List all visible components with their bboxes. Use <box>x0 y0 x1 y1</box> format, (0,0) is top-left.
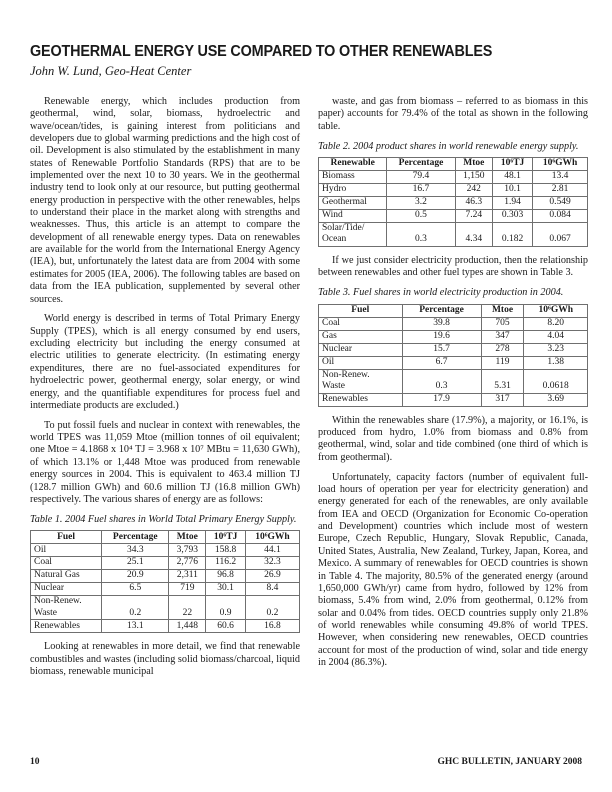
value-cell: 158.8 <box>206 544 246 557</box>
table-3-caption: Table 3. Fuel shares in world electricity production in 2004. <box>318 287 564 299</box>
value-cell: 32.3 <box>245 557 299 570</box>
value-cell: 48.1 <box>493 170 533 183</box>
value-cell: 46.3 <box>455 196 492 209</box>
value-cell: 16.8 <box>245 620 299 633</box>
value-cell: 0.5 <box>387 209 455 222</box>
column-header: Percentage <box>402 304 481 317</box>
value-cell: 0.3 <box>387 222 455 246</box>
value-cell: 2,776 <box>169 557 206 570</box>
value-cell: 4.04 <box>524 330 588 343</box>
table-row <box>319 222 588 246</box>
column-header: 10⁶GWh <box>524 304 588 317</box>
value-cell: 8.4 <box>245 583 299 596</box>
value-cell: 96.8 <box>206 570 246 583</box>
value-cell: 44.1 <box>245 544 299 557</box>
value-cell: 0.3 <box>402 369 481 393</box>
table-row <box>31 620 300 633</box>
value-cell: 1.38 <box>524 356 588 369</box>
table-row <box>31 544 300 557</box>
value-cell: 1,150 <box>455 170 492 183</box>
value-cell: 3,793 <box>169 544 206 557</box>
table-row <box>31 570 300 583</box>
value-cell: 13.1 <box>102 620 169 633</box>
value-cell: 25.1 <box>102 557 169 570</box>
column-header: 10⁶GWh <box>245 531 299 544</box>
value-cell: 3.23 <box>524 343 588 356</box>
value-cell: 7.24 <box>455 209 492 222</box>
row-label-cell: Oil <box>31 544 102 557</box>
article-title: GEOTHERMAL ENERGY USE COMPARED TO OTHER RENEWABLES <box>30 43 493 60</box>
table-row <box>319 356 588 369</box>
value-cell: 2.81 <box>533 183 588 196</box>
value-cell: 6.5 <box>102 583 169 596</box>
paragraph: waste, and gas from biomass – referred to as biomass in this paper) accounts for 79.4% of the total as shown in the following table. <box>318 96 588 132</box>
value-cell: 0.303 <box>493 209 533 222</box>
value-cell: 20.9 <box>102 570 169 583</box>
table-row <box>319 330 588 343</box>
value-cell: 2,311 <box>169 570 206 583</box>
column-header: Mtoe <box>455 157 492 170</box>
value-cell: 8.20 <box>524 317 588 330</box>
paragraph: Renewable energy, which includes production from geothermal, wind, solar, biomass, hydroelectric and wave/ocean/tides, is gaining interest from politicians and developers due to global warming predictions and the high cost of oil. Development is also stimulated by the establishment in many states of Renewable Portfolio Standards (RPS) that are to be implemented over the next 10 to 30 years. We in the geothermal industry tend to look only at our resource, but putting geothermal energy production in perspective with the other renewables, helps to understand their place in the market along with strengths and weaknesses. Thus, this article is an attempt to compare the development of all renewable energy types. Data on renewables are available for the world from the International Energy Agency (IEA), but, unfortunately the latest data are from 2004 with some estimates for 2005 (IEA, 2006). The following tables are based on data from the IEA publication, supplemented by several other sources. <box>30 96 300 305</box>
value-cell: 16.7 <box>387 183 455 196</box>
row-label-cell: Renewables <box>31 620 102 633</box>
value-cell: 10.1 <box>493 183 533 196</box>
column-header: 10⁶TJ <box>206 531 246 544</box>
value-cell: 1.94 <box>493 196 533 209</box>
value-cell: 3.2 <box>387 196 455 209</box>
column-header: Percentage <box>387 157 455 170</box>
value-cell: 1,448 <box>169 620 206 633</box>
value-cell: 79.4 <box>387 170 455 183</box>
value-cell: 0.0618 <box>524 369 588 393</box>
column-header: Renewable <box>319 157 387 170</box>
value-cell: 6.7 <box>402 356 481 369</box>
table-2-caption: Table 2. 2004 product shares in world renewable energy supply. <box>318 140 579 152</box>
value-cell: 13.4 <box>533 170 588 183</box>
table-3-electricity-shares <box>318 304 588 407</box>
table-header-row <box>319 157 588 170</box>
column-header: Fuel <box>319 304 403 317</box>
table-row <box>31 557 300 570</box>
row-label-cell: Biomass <box>319 170 387 183</box>
value-cell: 34.3 <box>102 544 169 557</box>
column-header: Mtoe <box>169 531 206 544</box>
value-cell: 347 <box>481 330 524 343</box>
table-row <box>319 317 588 330</box>
table-2-renewable-shares <box>318 157 588 247</box>
publication-footer: GHC BULLETIN, JANUARY 2008 <box>437 757 582 767</box>
table-row <box>319 183 588 196</box>
value-cell: 0.182 <box>493 222 533 246</box>
table-1-fuel-shares-tpes <box>30 530 300 633</box>
table-row <box>319 369 588 393</box>
value-cell: 15.7 <box>402 343 481 356</box>
table-row <box>319 170 588 183</box>
right-column <box>318 96 588 677</box>
value-cell: 4.34 <box>455 222 492 246</box>
table-row <box>319 196 588 209</box>
row-label-cell: Natural Gas <box>31 570 102 583</box>
row-label-cell: Solar/Tide/ Ocean <box>319 222 387 246</box>
table-row <box>319 209 588 222</box>
value-cell: 5.31 <box>481 369 524 393</box>
value-cell: 278 <box>481 343 524 356</box>
paragraph: World energy is described in terms of Total Primary Energy Supply (TPES), which is all energy consumed by end users, excluding electricity but including the energy consumed at electric utilities to generate electricity. (In estimating energy expenditures, there are no fuel-associated expenditures for hydroelectric power, geothermal energy, solar energy, or wind energy, and the quantifiable expenditures for process fuel and intermediate products are excluded.) <box>30 313 300 411</box>
value-cell: 0.2 <box>102 596 169 620</box>
page-number: 10 <box>30 757 40 767</box>
value-cell: 0.2 <box>245 596 299 620</box>
row-label-cell: Wind <box>319 209 387 222</box>
row-label-cell: Coal <box>31 557 102 570</box>
value-cell: 0.084 <box>533 209 588 222</box>
value-cell: 719 <box>169 583 206 596</box>
value-cell: 19.6 <box>402 330 481 343</box>
table-1-caption: Table 1. 2004 Fuel shares in World Total Primary Energy Supply. <box>30 513 297 525</box>
row-label-cell: Oil <box>319 356 403 369</box>
value-cell: 317 <box>481 393 524 406</box>
row-label-cell: Geothermal <box>319 196 387 209</box>
paragraph: Unfortunately, capacity factors (number of equivalent full-load hours of operation per year for electricity generation) and energy generated for each of the renewables, are only available from IEA and OECD (Organization for Economic Co-operation and Development) countries which include most of western Europe, Czech Republic, Hungary, Slovak Republic, Canada, United States, Australia, New Zealand, Turkey, Japan, Korea, and Mexico. A summary of renewables for OECD countries is shown in Table 4. The majority, 80.5% of the generated energy (around 1,650,000 GWh/yr) came from hydro, followed by 12% from biomass, 5.4% from wind, 2.0% from geothermal, 0.12% from solar and 0.04% from tides. OECD countries supply only 21.8% of world renewables while consuming 49.8% of world TPES. However, when considering new renewables, OECD countries account for most of the production of wind, solar and tide energy in 2004 (86.3%). <box>318 471 588 668</box>
value-cell: 119 <box>481 356 524 369</box>
row-label-cell: Coal <box>319 317 403 330</box>
row-label-cell: Non-Renew. Waste <box>31 596 102 620</box>
article-byline: John W. Lund, Geo-Heat Center <box>30 64 192 78</box>
table-header-row <box>319 304 588 317</box>
table-row <box>31 583 300 596</box>
row-label-cell: Gas <box>319 330 403 343</box>
row-label-cell: Nuclear <box>319 343 403 356</box>
paragraph: Looking at renewables in more detail, we find that renewable combustibles and wastes (including solid biomass/charcoal, liquid biomass, renewable municipal <box>30 641 300 677</box>
value-cell: 242 <box>455 183 492 196</box>
value-cell: 30.1 <box>206 583 246 596</box>
paragraph: To put fossil fuels and nuclear in context with renewables, the world TPES was 11,059 Mtoe (million tonnes of oil equivalent; one Mtoe = 4.1868 x 10⁴ TJ = 3.968 x 10⁷ MBtu = 11,630 GWh), of which 13.1% or 1,448 Mtoe was produced from renewable energy sources in 2004. This is equivalent to 463.4 million TJ (128.7 million GWh) and 60.6 million TJ (16.8 million GWh) respectively. The various shares of energy are as follows: <box>30 419 300 505</box>
column-header: Fuel <box>31 531 102 544</box>
row-label-cell: Renewables <box>319 393 403 406</box>
paragraph: If we just consider electricity production, then the relationship between renewables and other fuel types are shown in Table 3. <box>318 255 588 279</box>
column-header: 10⁶GWh <box>533 157 588 170</box>
paragraph: Within the renewables share (17.9%), a majority, or 16.1%, is produced from hydro, 1.0% from biomass and 0.8% from geothermal, wind, solar and tide combined (one third of which is from geothermal). <box>318 414 588 463</box>
column-header: Mtoe <box>481 304 524 317</box>
column-header: 10⁶TJ <box>493 157 533 170</box>
value-cell: 39.8 <box>402 317 481 330</box>
value-cell: 60.6 <box>206 620 246 633</box>
value-cell: 17.9 <box>402 393 481 406</box>
value-cell: 705 <box>481 317 524 330</box>
row-label-cell: Nuclear <box>31 583 102 596</box>
row-label-cell: Non-Renew. Waste <box>319 369 403 393</box>
left-column <box>30 96 300 686</box>
table-header-row <box>31 531 300 544</box>
value-cell: 26.9 <box>245 570 299 583</box>
column-header: Percentage <box>102 531 169 544</box>
value-cell: 3.69 <box>524 393 588 406</box>
value-cell: 0.9 <box>206 596 246 620</box>
value-cell: 22 <box>169 596 206 620</box>
table-row <box>31 596 300 620</box>
value-cell: 0.549 <box>533 196 588 209</box>
row-label-cell: Hydro <box>319 183 387 196</box>
table-row <box>319 343 588 356</box>
value-cell: 0.067 <box>533 222 588 246</box>
table-row <box>319 393 588 406</box>
value-cell: 116.2 <box>206 557 246 570</box>
